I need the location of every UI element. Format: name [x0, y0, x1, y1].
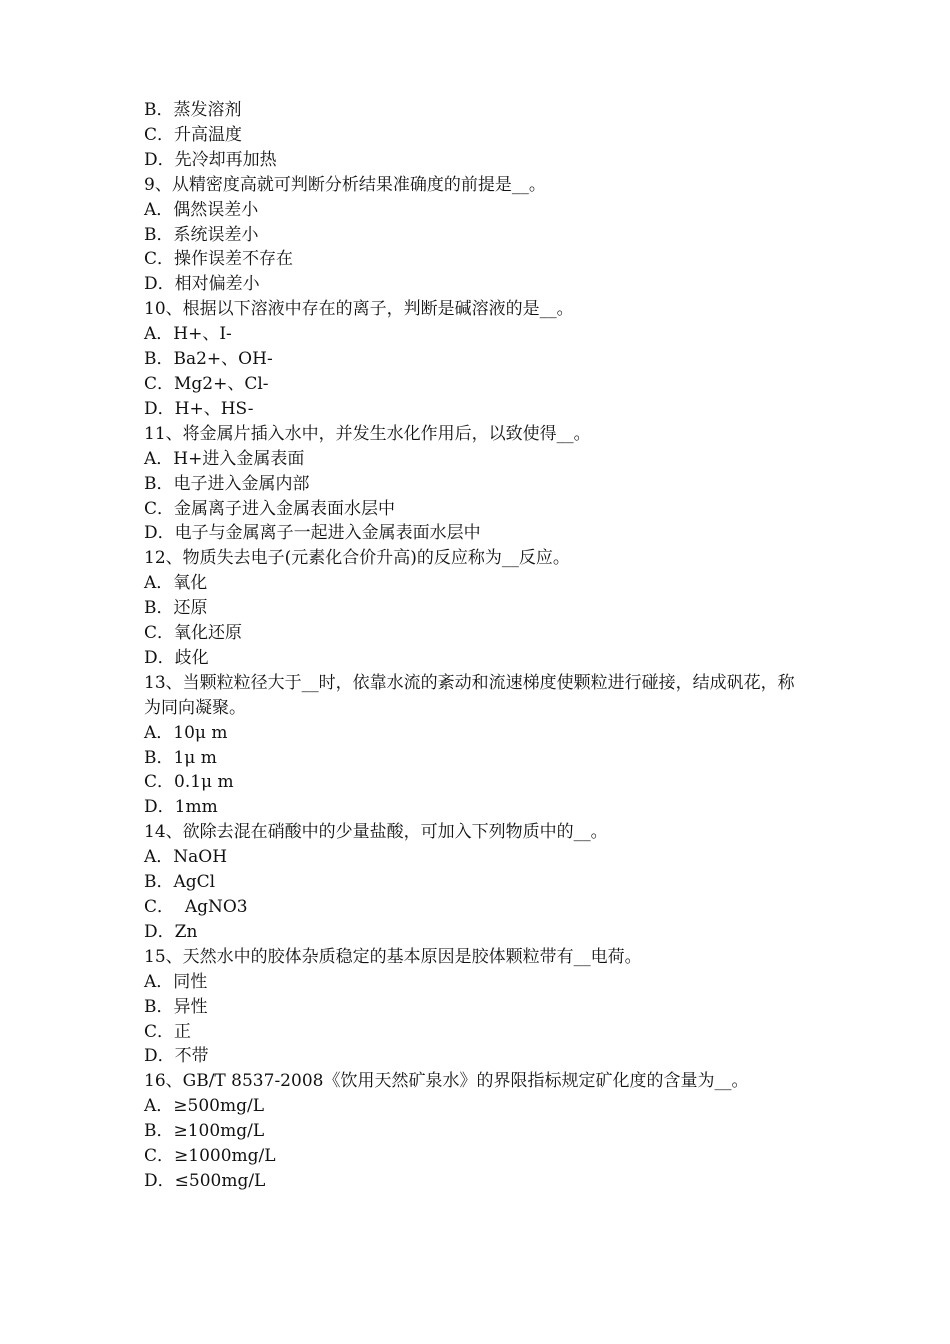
- question-15: 15、天然水中的胶体杂质稳定的基本原因是胶体颗粒带有__电荷。: [144, 946, 642, 967]
- option-d: D．1mm: [144, 797, 218, 818]
- option-d: D．不带: [144, 1046, 209, 1067]
- option-b: B．AgCl: [144, 872, 216, 893]
- question-11: 11、将金属片插入水中，并发生水化作用后，以致使得__。: [144, 423, 591, 444]
- option-b: B．系统误差小: [144, 224, 259, 245]
- option-a: A．同性: [144, 971, 208, 992]
- option-b: B．Ba2+、OH-: [144, 349, 273, 370]
- option-d: D．相对偏差小: [144, 274, 260, 295]
- option-a: A．氧化: [144, 573, 208, 594]
- option-b: B．还原: [144, 598, 208, 619]
- option-c: C．氧化还原: [144, 623, 243, 644]
- option-a: A．H+、I-: [144, 324, 232, 345]
- option-c: C．操作误差不存在: [144, 249, 294, 270]
- question-12: 12、物质失去电子(元素化合价升高)的反应称为__反应。: [144, 548, 570, 569]
- option-a: A．≥500mg/L: [144, 1096, 264, 1117]
- option-b: B．电子进入金属内部: [144, 473, 310, 494]
- option-d: D．先冷却再加热: [144, 149, 277, 170]
- question-list: [144, 98, 824, 1194]
- option-d: D．H+、HS-: [144, 398, 254, 419]
- option-c: C． AgNO3: [144, 897, 248, 917]
- question-13: 13、当颗粒粒径大于__时，依靠水流的紊动和流速梯度使颗粒进行碰接，结成矾花，称为同向凝聚。: [144, 672, 795, 718]
- option-b: B．蒸发溶剂: [144, 100, 242, 120]
- question-10: 10、根据以下溶液中存在的离子，判断是碱溶液的是__。: [144, 299, 574, 320]
- option-c: C．正: [144, 1021, 192, 1042]
- option-a: A．偶然误差小: [144, 199, 259, 220]
- option-c: C．Mg2+、Cl-: [144, 373, 269, 394]
- option-b: B．1μ m: [144, 747, 217, 768]
- option-a: A．NaOH: [144, 847, 228, 868]
- question-9: 9、从精密度高就可判断分析结果准确度的前提是__。: [144, 174, 546, 195]
- question-16: 16、GB/T 8537-2008《饮用天然矿泉水》的界限指标规定矿化度的含量为__。: [144, 1071, 749, 1092]
- option-b: B．异性: [144, 996, 208, 1017]
- option-d: D．电子与金属离子一起进入金属表面水层中: [144, 523, 481, 544]
- option-d: D．≤500mg/L: [144, 1170, 266, 1191]
- option-c: C．0.1μ m: [144, 772, 234, 793]
- question-14: 14、欲除去混在硝酸中的少量盐酸，可加入下列物质中的__。: [144, 822, 608, 843]
- option-c: C．升高温度: [144, 124, 243, 145]
- option-a: A．H+进入金属表面: [144, 448, 305, 469]
- option-d: D．歧化: [144, 647, 209, 668]
- option-d: D．Zn: [144, 921, 198, 942]
- option-a: A．10μ m: [144, 722, 228, 743]
- option-b: B．≥100mg/L: [144, 1121, 265, 1142]
- option-c: C．金属离子进入金属表面水层中: [144, 498, 396, 519]
- option-c: C．≥1000mg/L: [144, 1146, 276, 1167]
